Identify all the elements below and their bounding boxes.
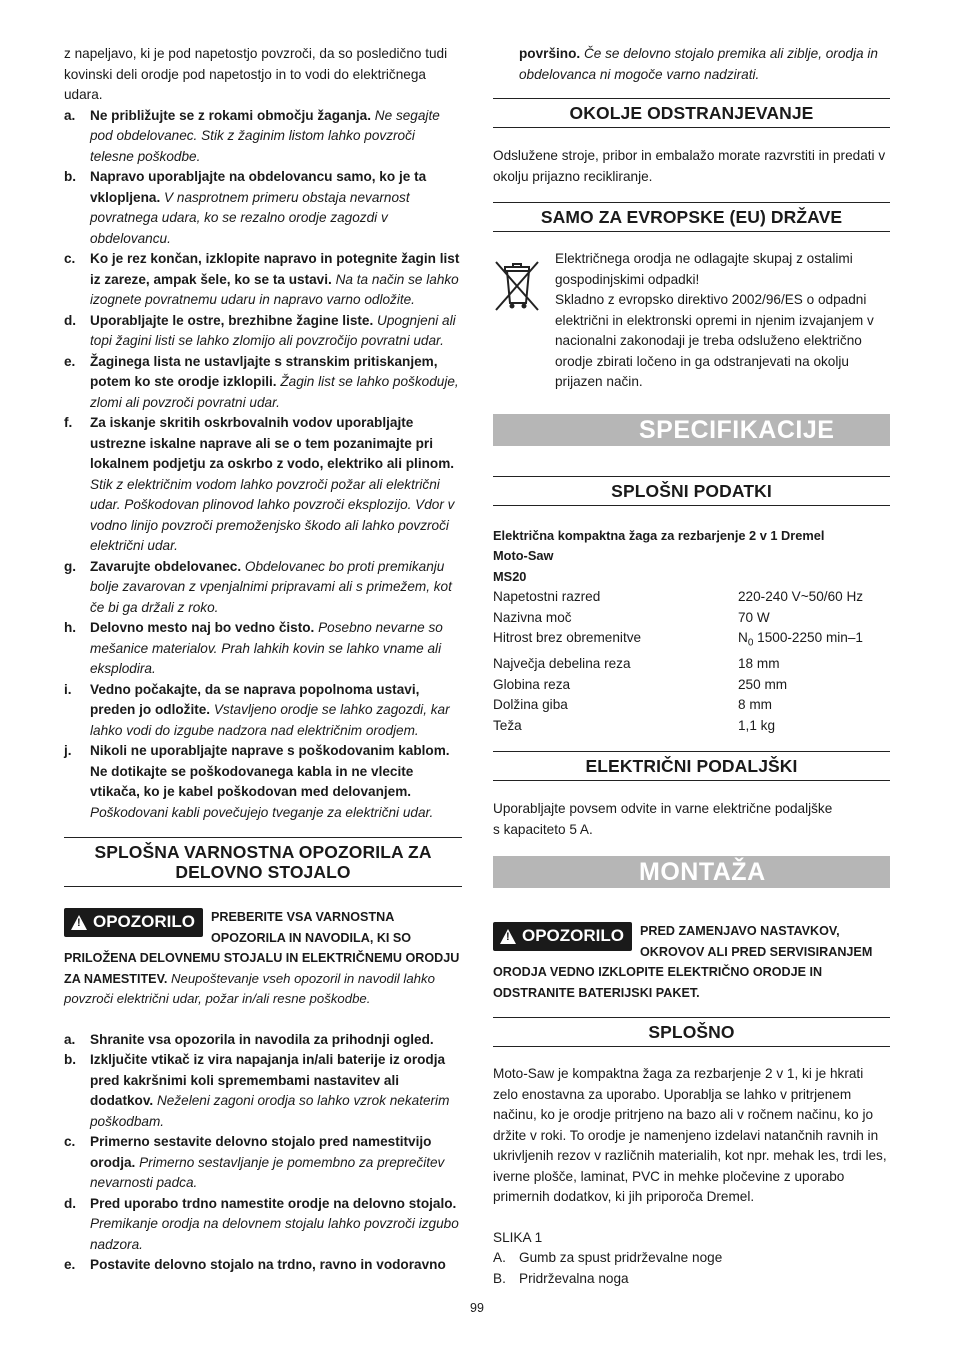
list-item-bold: Napravo uporabljajte na obdelovancu samo, ko je ta vklopljena.	[90, 169, 427, 205]
product-model: MS20	[493, 568, 527, 584]
figure-label: SLIKA 1	[493, 1229, 543, 1245]
list-item-label: f.	[64, 415, 73, 430]
list-item-bold: Uporabljajte le ostre, brezhibne žagine liste.	[90, 312, 374, 328]
spec-key: Teža	[493, 717, 522, 733]
continued-label-spacer	[493, 44, 519, 85]
list-item-text	[90, 1194, 462, 1256]
list-item-bold: Pred uporabo trdno namestite orodje na delovno stojalo.	[90, 1195, 457, 1211]
list-item	[64, 557, 462, 619]
list-item-italic: Posebno nevarne so mešanice materialov. Prah lahkih kovin se lahko vname ali eksplodira.	[90, 620, 443, 676]
list-item-italic: Poškodovani kabli povečujejo tveganje za električni udar.	[90, 804, 434, 820]
list-item-italic: Ne segajte pod obdelovanec. Stik z žaginim listom lahko povzroči telesne poškodbe.	[90, 107, 440, 164]
list-item-text	[90, 352, 462, 414]
continued-bold: površino.	[519, 46, 581, 61]
env-heading: OKOLJE ODSTRANJEVANJE	[493, 98, 890, 128]
spec-value	[738, 654, 780, 675]
list-item-italic: Vstavljeno orodje se lahko zagozdi, kar lahko vodi do izgube nadzora nad električnim orodjem.	[90, 702, 450, 738]
spec-row	[493, 675, 890, 696]
list-item-label: a.	[64, 107, 76, 123]
env-text: Odslužene stroje, pribor in embalažo morate razvrstiti in predati v okolju prijazno recikliranje.	[493, 148, 886, 184]
continued-item	[493, 44, 890, 85]
list-item-text	[90, 1030, 462, 1051]
list-item	[64, 680, 462, 742]
spec-row	[493, 695, 890, 716]
spec-value	[738, 587, 863, 608]
list-item-italic: Premikanje orodja na delovnem stojalu lahko povzroči izgubo nadzora.	[90, 1216, 459, 1252]
list-item-label: e.	[64, 353, 76, 369]
warning-bold-text: PREBERITE VSA VARNOSTNA OPOZORILA IN NAVODILA, KI SO PRILOŽENA DELOVNEMU STOJALU IN ELEKTRIČNEMU ORODJU ZA NAMESTITEV.	[64, 910, 460, 986]
stand-heading-line2: DELOVNO STOJALO	[175, 862, 351, 882]
list-item-bold: Primerno sestavite delovno stojalo pred namestitvijo orodja.	[90, 1134, 432, 1170]
list-item-label: c.	[64, 251, 76, 266]
list-item-text	[90, 311, 462, 352]
stand-heading-line1: SPLOŠNA VARNOSTNA OPOZORILA ZA	[94, 842, 432, 862]
spec-row	[493, 654, 890, 675]
eu-text1: Električnega orodja ne odlagajte skupaj z ostalimi gospodinjskimi odpadki!	[555, 251, 853, 287]
list-item-label: e.	[64, 1257, 76, 1272]
spec-value-text: 18 mm	[738, 656, 780, 672]
list-item-bold: Izključite vtikač iz vira napajanja in/ali baterije iz orodja pred kakršnimi koli spremembami nastavitev ali dodatkov.	[90, 1052, 446, 1108]
product-line2: Moto-Saw	[493, 548, 554, 563]
list-item-text	[90, 1050, 462, 1132]
spec-value-text: 250 mm	[738, 676, 788, 692]
figure-item-label: B.	[493, 1270, 506, 1286]
list-item	[64, 618, 462, 680]
list-item	[64, 249, 462, 311]
list-item	[64, 1050, 462, 1132]
splosno-heading: SPLOŠNO	[493, 1017, 890, 1047]
list-item	[64, 413, 462, 557]
left-column	[64, 44, 462, 1276]
list-item-label: g.	[64, 558, 77, 574]
intro-paragraph: z napeljavo, ki je pod napetostjo povzroči, da so posledično tudi kovinski deli orodje pod napetostjo in to vodi do električnega udara.	[64, 46, 448, 102]
safety-list	[64, 106, 462, 824]
list-item-label: d.	[64, 312, 77, 328]
figure-item	[493, 1248, 890, 1269]
page-number: 99	[470, 1301, 484, 1315]
spec-value	[738, 608, 770, 629]
list-item-text	[90, 413, 462, 557]
eu-text2: Skladno z evropsko direktivo 2002/96/ES o odpadni električni in elektronski opremi in njenim izvajanjem v nacionalni zakonodaji je treba odsluženo električno orodje zbirati ločeno in ga odstranjevati na okolju prijazen način.	[555, 292, 874, 389]
list-item-italic: Primerno sestavljanje je pomembno za preprečitev nevarnosti padca.	[90, 1154, 445, 1190]
list-item-bold: Ne približujte se z rokami območju žaganja.	[90, 107, 372, 123]
spec-key: Dolžina giba	[493, 697, 568, 713]
list-item-italic: Žagin list se lahko poškoduje, zlomi ali povzroči povratni udar.	[90, 374, 459, 410]
montaza-warning	[493, 921, 890, 1003]
spec-value-symbol: N	[738, 630, 748, 645]
continued-italic: Če se delovno stojalo premika ali ziblje, orodja in obdelovanca ni mogoče varno nadzirati.	[519, 46, 878, 82]
list-item-bold: Žaginega lista ne ustavljajte s stranskim pritiskanjem, potem ko ste orodje izklopili.	[90, 353, 438, 389]
crossed-out-bin-icon	[493, 249, 555, 393]
eu-heading: SAMO ZA EVROPSKE (EU) DRŽAVE	[493, 202, 890, 232]
list-item-text	[90, 249, 462, 311]
spec-value-text: 8 mm	[738, 697, 772, 713]
list-item-italic: Obdelovanec bo proti premikanju bolje zavarovan z vpenjalnimi pripravami ali s primežem, kot če bi ga držali z roko.	[90, 558, 452, 615]
list-item-italic: Na ta način se lahko izognete povratnemu udaru in napravo varno odložite.	[90, 271, 459, 307]
list-item-italic: Stik z električnim vodom lahko povzroči požar ali električni udar. Poškodovan plinovod lahko povzroči eksplozijo. Vdor v vodno linijo povzroči premoženjsko škodo ali lahko povzroči električni udar.	[90, 476, 455, 553]
figure-list	[493, 1248, 890, 1289]
list-item-text	[90, 1255, 462, 1276]
warning-badge	[64, 908, 203, 937]
list-item-label: i.	[64, 681, 72, 697]
warning-italic-text: Neupoštevanje vseh opozoril in navodil lahko povzroči električni udar, požar in/ali resne poškodbe.	[64, 970, 435, 1006]
list-item-italic: Upognjeni ali topi žagini listi se lahko zlomijo ali povzročijo povratni udar.	[90, 312, 456, 348]
spec-table	[493, 587, 890, 736]
list-item-text	[90, 1132, 462, 1194]
spec-value-text: 220-240 V~50/60 Hz	[738, 589, 864, 604]
list-item	[64, 167, 462, 249]
list-item-label: b.	[64, 169, 77, 184]
list-item	[64, 352, 462, 414]
warning-text: PRED ZAMENJAVO NASTAVKOV, OKROVOV ALI PRED SERVISIRANJEM ORODJA VEDNO IZKLOPITE ELEKTRIČNO ORODJE IN ODSTRANITE BATERIJSKI PAKET.	[493, 924, 873, 1000]
spec-row	[493, 628, 890, 654]
list-item-label: c.	[64, 1134, 76, 1149]
spec-key: Globina reza	[493, 676, 571, 692]
extension-heading: ELEKTRIČNI PODALJŠKI	[493, 751, 890, 781]
splosno-text: Moto-Saw je kompaktna žaga za rezbarjenje 2 v 1, ki je hkrati zelo enostavna za uporabo. Uporablja se lahko v pritrjenem načinu, ko je orodje pritrjeno na bazo ali v ročnem načinu, ko jo držite v roki. To orodje je namenjeno izdelavi natančnih ravnih in ukrivljenih rezov v različnih materialih, kot npr. mehak les, trdi les, iverne plošče, laminat, PVC in mehke pločevine z uporabo primernih dodatkov, ki jih priporoča Dremel.	[493, 1066, 887, 1205]
extension-text1: Uporabljajte povsem odvite in varne električne podaljške	[493, 801, 833, 817]
warning-triangle-icon: !	[500, 929, 516, 944]
list-item	[64, 1194, 462, 1256]
eu-block	[493, 249, 890, 393]
continued-text	[519, 44, 890, 85]
list-item-bold: Vedno počakajte, da se naprava popolnoma ustavi, preden jo odložite.	[90, 681, 420, 717]
spec-value	[738, 716, 775, 737]
eu-text	[555, 249, 890, 393]
spec-row	[493, 716, 890, 737]
list-item-bold: Shranite vsa opozorila in navodila za prihodnji ogled.	[90, 1031, 434, 1047]
spec-value-text: 1,1 kg	[738, 717, 776, 733]
spec-key: Največja debelina reza	[493, 656, 631, 672]
list-item-label: d.	[64, 1195, 77, 1211]
list-item-text	[90, 106, 462, 168]
figure-item-label: A.	[493, 1250, 506, 1266]
spec-key: Napetostni razred	[493, 589, 601, 604]
stand-section-heading	[64, 837, 462, 887]
list-item	[64, 1255, 462, 1276]
spec-value	[738, 628, 863, 654]
list-item-text	[90, 741, 462, 823]
list-item-text	[90, 680, 462, 742]
figure-item	[493, 1269, 890, 1290]
list-item-italic: Neželeni zagoni orodja so lahko vzrok nekaterim poškodbam.	[90, 1093, 450, 1129]
spec-key: Nazivna moč	[493, 609, 572, 625]
warning-badge	[493, 922, 632, 951]
spec-value-text: 1500-2250 min–1	[753, 630, 863, 645]
list-item-bold: Ko je rez končan, izklopite napravo in potegnite žagin list iz zareze, ampak šele, ko se ta ustavi.	[90, 251, 460, 287]
list-item-text	[90, 618, 462, 680]
spec-value	[738, 695, 772, 716]
spec-row	[493, 608, 890, 629]
list-item-label: h.	[64, 620, 77, 635]
list-item-bold: Delovno mesto naj bo vedno čisto.	[90, 620, 315, 635]
warning-label: OPOZORILO	[93, 912, 195, 932]
montaza-heading: MONTAŽA	[493, 856, 890, 888]
warning-triangle-icon: !	[71, 915, 87, 930]
list-item-text	[90, 557, 462, 619]
list-item-bold: Nikoli ne uporabljajte naprave s poškodovanim kablom. Ne dotikajte se poškodovanega kabla in ne vlecite vtikača, ko je kabel poškodovan med delovanjem.	[90, 743, 450, 799]
stand-list	[64, 1030, 462, 1276]
list-item	[64, 741, 462, 823]
list-item-label: b.	[64, 1052, 77, 1067]
figure-item-text: Pridrževalna noga	[519, 1270, 629, 1286]
list-item	[64, 1132, 462, 1194]
list-item-bold: Postavite delovno stojalo na trdno, ravno in vodoravno	[90, 1257, 446, 1272]
product-line1: Električna kompaktna žaga za rezbarjenje 2 v 1 Dremel	[493, 527, 825, 543]
spec-key: Hitrost brez obremenitve	[493, 630, 642, 645]
warning-label: OPOZORILO	[522, 926, 624, 946]
list-item	[64, 311, 462, 352]
spec-value	[738, 675, 787, 696]
list-item	[64, 1030, 462, 1051]
spec-heading: SPECIFIKACIJE	[493, 414, 890, 446]
spec-value-subscript: 0	[747, 637, 754, 649]
list-item-label: a.	[64, 1031, 76, 1047]
list-item	[64, 106, 462, 168]
extension-text2: s kapaciteto 5 A.	[493, 821, 593, 837]
list-item-bold: Za iskanje skritih oskrbovalnih vodov uporabljajte ustrezne iskalne naprave ali se o tem pozanimajte pri lokalnem podjetju za oskrbo z vodo, elektriko ali plinom.	[90, 415, 455, 471]
figure-item-text: Gumb za spust pridrževalne noge	[519, 1250, 723, 1266]
list-item-label: j.	[64, 743, 72, 758]
right-column	[493, 44, 890, 1289]
stand-warning	[64, 907, 462, 1010]
spec-row	[493, 587, 890, 608]
list-item-bold: Zavarujte obdelovanec.	[90, 558, 242, 574]
extension-text	[493, 799, 890, 840]
list-item-italic: V nasprotnem primeru obstaja nevarnost povratnega udara, ko se rezalno orodje zagozdi v obdelovancu.	[90, 189, 410, 246]
list-item-text	[90, 167, 462, 249]
spec-value-text: 70 W	[738, 609, 770, 625]
general-data-heading: SPLOŠNI PODATKI	[493, 476, 890, 506]
product-name	[493, 526, 890, 588]
